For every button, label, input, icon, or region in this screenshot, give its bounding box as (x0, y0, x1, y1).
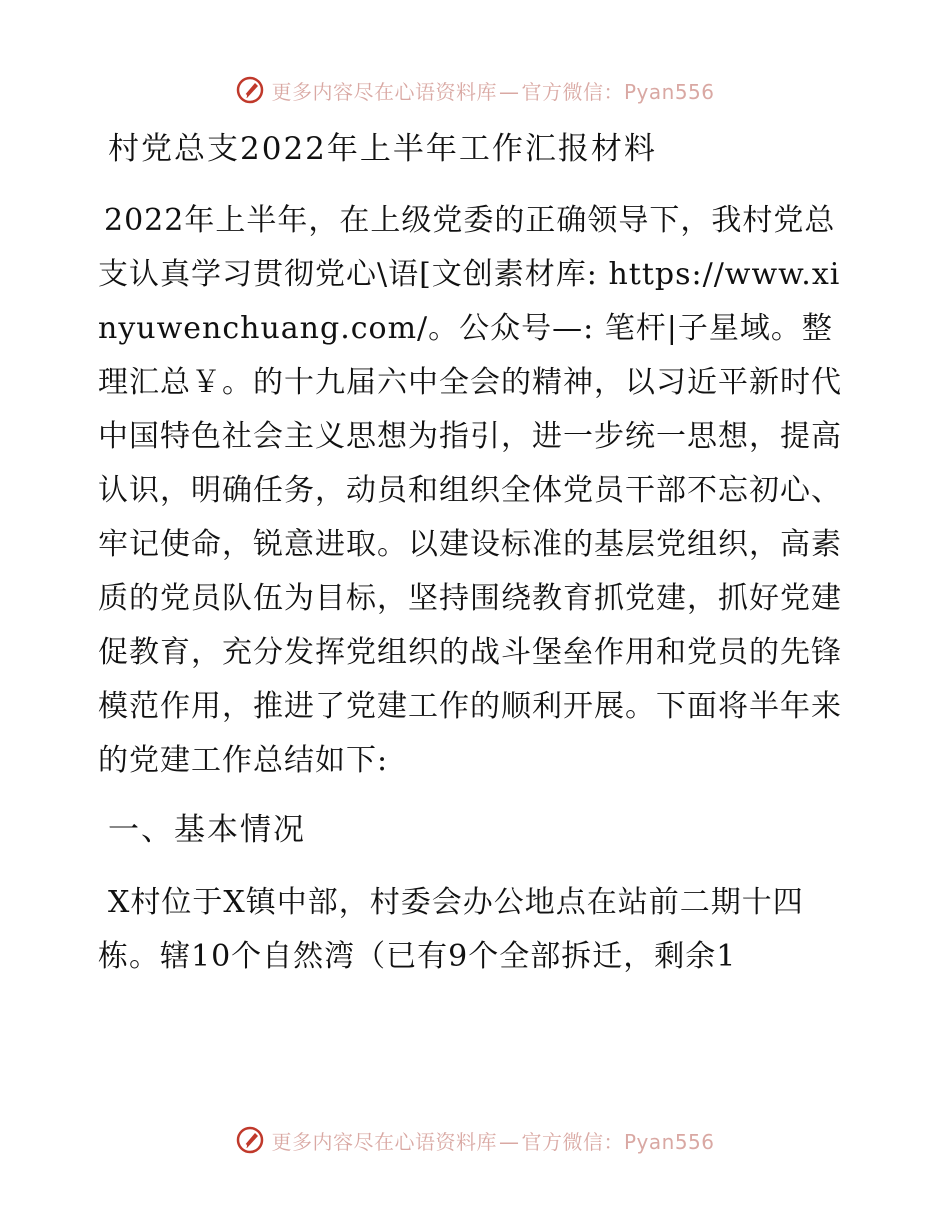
watermark-text: 更多内容尽在心语资料库 — 官方微信：Pyan556 (271, 79, 715, 104)
pen-circle-logo-icon (235, 1125, 265, 1155)
paragraph-basic-info-first-line: X村位于X镇中部，村委会办公地点在站前二期十 (108, 885, 773, 920)
pen-circle-logo-icon (235, 75, 265, 105)
footer-watermark (0, 1120, 950, 1160)
paragraph-basic-info (98, 876, 858, 984)
paragraph-intro-body: 党总支认真学习贯彻党心\语[文创素材库: https://www.xinyuwenchuang.com/。公众号—: 笔杆|子星域。整理汇总￥。的十九届六中全会的精神，以习近平新时代中国特色社会主义思想为指引，进一步统一思想，提高认识，明确任务，动员和组织全体党员干部不忘初心、牢记使命，锐意进取。以建设标准的基层党组织，高素质的党员队伍为目标，坚持围绕教育抓党建，抓好党建促教育，充分发挥党组织的战斗堡垒作用和党员的先锋模范作用，推进了党建工作的顺利开展。下面将半年来的党建工作总结如下: (98, 203, 842, 778)
header-watermark (0, 70, 950, 110)
section-heading-basic-info: 一、基本情况 (108, 812, 306, 848)
document-title: 村党总支2022年上半年工作汇报材料 (108, 131, 657, 167)
paragraph-basic-info-body: 四栋。辖10个自然湾（已有9个全部拆迁，剩余1 (98, 885, 804, 974)
watermark-text: 更多内容尽在心语资料库 — 官方微信：Pyan556 (271, 1129, 715, 1154)
paragraph-intro (98, 194, 858, 788)
paragraph-intro-first-line: 2022年上半年，在上级党委的正确领导下，我村 (104, 203, 774, 238)
document-body (98, 124, 858, 984)
